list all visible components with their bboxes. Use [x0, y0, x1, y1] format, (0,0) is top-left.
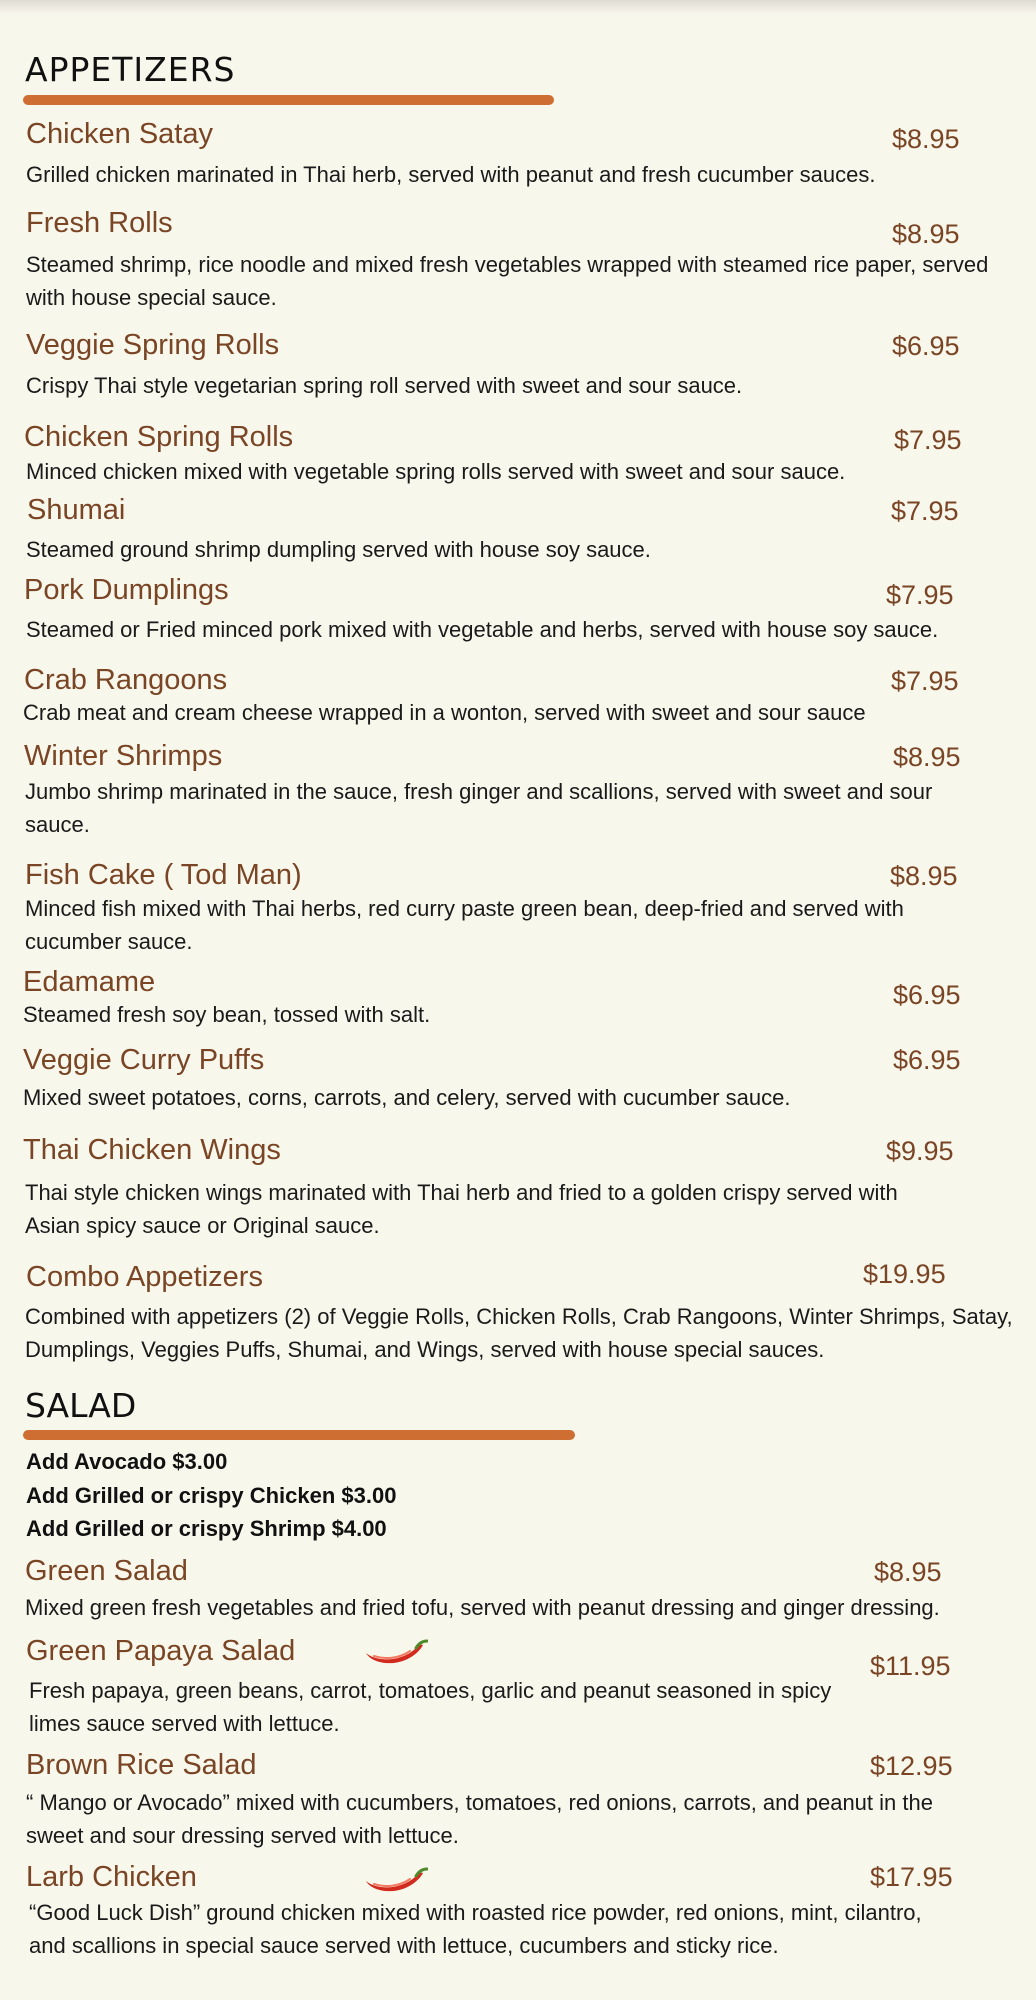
item-name: Larb Chicken — [26, 1861, 197, 1893]
item-name: Combo Appetizers — [26, 1261, 263, 1293]
item-description: Thai style chicken wings marinated with Thai herb and fried to a golden crispy served with Asian spicy sauce or Original sauce. — [25, 1180, 898, 1238]
item-name: Brown Rice Salad — [26, 1749, 257, 1781]
item-description: Steamed fresh soy bean, tossed with salt. — [23, 1002, 431, 1027]
item-name: Veggie Spring Rolls — [26, 329, 280, 361]
item-description: Steamed ground shrimp dumpling served with house soy sauce. — [26, 537, 651, 562]
item-description: Fresh papaya, green beans, carrot, tomatoes, garlic and peanut seasoned in spicy limes sauce served with lettuce. — [29, 1678, 832, 1736]
addon-shrimp: Add Grilled or crispy Shrimp $4.00 — [26, 1516, 387, 1541]
top-shadow — [0, 0, 1036, 14]
item-price: $7.95 — [886, 580, 954, 610]
item-name: Chicken Satay — [26, 118, 213, 150]
item-price: $8.95 — [874, 1557, 942, 1587]
item-name: Shumai — [27, 494, 126, 526]
item-price: $7.95 — [891, 496, 959, 526]
salad-divider — [23, 1430, 575, 1440]
item-price: $8.95 — [890, 861, 958, 891]
item-description: Crab meat and cream cheese wrapped in a wonton, served with sweet and sour sauce — [23, 700, 866, 725]
item-price: $8.95 — [893, 742, 961, 772]
item-description: Mixed green fresh vegetables and fried tofu, served with peanut dressing and ginger dressing. — [25, 1595, 940, 1620]
item-name: Green Papaya Salad — [26, 1635, 296, 1667]
item-description: Minced fish mixed with Thai herbs, red curry paste green bean, deep-fried and served with cucumber sauce. — [25, 896, 904, 954]
item-description: Steamed shrimp, rice noodle and mixed fresh vegetables wrapped with steamed rice paper, served with house special sauce. — [26, 252, 989, 310]
appetizers-divider — [23, 95, 554, 105]
item-price: $8.95 — [892, 219, 960, 249]
item-name: Chicken Spring Rolls — [24, 421, 294, 453]
salad-title: SALAD — [25, 1386, 137, 1425]
item-price: $8.95 — [892, 124, 960, 154]
item-price: $17.95 — [870, 1862, 953, 1892]
item-price: $19.95 — [863, 1259, 946, 1289]
item-name: Green Salad — [25, 1555, 188, 1587]
item-name: Edamame — [23, 966, 156, 998]
item-description: Minced chicken mixed with vegetable spring rolls served with sweet and sour sauce. — [26, 459, 846, 484]
item-name: Winter Shrimps — [24, 740, 223, 772]
item-name: Fish Cake ( Tod Man) — [25, 859, 302, 891]
item-name: Fresh Rolls — [26, 207, 173, 239]
item-description: Crispy Thai style vegetarian spring roll served with sweet and sour sauce. — [26, 373, 743, 398]
item-name: Thai Chicken Wings — [23, 1134, 281, 1166]
item-description: “Good Luck Dish” ground chicken mixed with roasted rice powder, red onions, mint, cilantro, and scallions in special sauce served with lettuce, cucumbers and sticky rice. — [29, 1900, 922, 1958]
item-description: “ Mango or Avocado” mixed with cucumbers, tomatoes, red onions, carrots, and peanut in the sweet and sour dressing served with lettuce. — [26, 1790, 933, 1848]
item-price: $6.95 — [893, 1045, 961, 1075]
item-description: Mixed sweet potatoes, corns, carrots, and celery, served with cucumber sauce. — [23, 1085, 791, 1110]
chili-pepper-icon — [364, 1864, 428, 1894]
item-name: Crab Rangoons — [24, 664, 228, 696]
item-description: Jumbo shrimp marinated in the sauce, fresh ginger and scallions, served with sweet and sour sauce. — [25, 779, 933, 837]
item-description: Combined with appetizers (2) of Veggie Rolls, Chicken Rolls, Crab Rangoons, Winter Shrimps, Satay, Dumplings, Veggies Puffs, Shumai, and Wings, served with house special sauces. — [25, 1304, 1013, 1362]
addon-avocado: Add Avocado $3.00 — [26, 1449, 228, 1474]
item-price: $6.95 — [892, 331, 960, 361]
item-price: $12.95 — [870, 1751, 953, 1781]
item-name: Veggie Curry Puffs — [23, 1044, 265, 1076]
item-price: $6.95 — [893, 980, 961, 1010]
item-price: $7.95 — [894, 425, 962, 455]
appetizers-title: APPETIZERS — [25, 50, 236, 89]
item-price: $9.95 — [886, 1136, 954, 1166]
item-price: $11.95 — [870, 1651, 951, 1681]
item-description: Grilled chicken marinated in Thai herb, served with peanut and fresh cucumber sauces. — [26, 162, 876, 187]
item-description: Steamed or Fried minced pork mixed with vegetable and herbs, served with house soy sauce. — [26, 617, 939, 642]
addon-chicken: Add Grilled or crispy Chicken $3.00 — [26, 1483, 397, 1508]
item-name: Pork Dumplings — [24, 574, 229, 606]
chili-pepper-icon — [364, 1636, 428, 1666]
item-price: $7.95 — [891, 666, 959, 696]
